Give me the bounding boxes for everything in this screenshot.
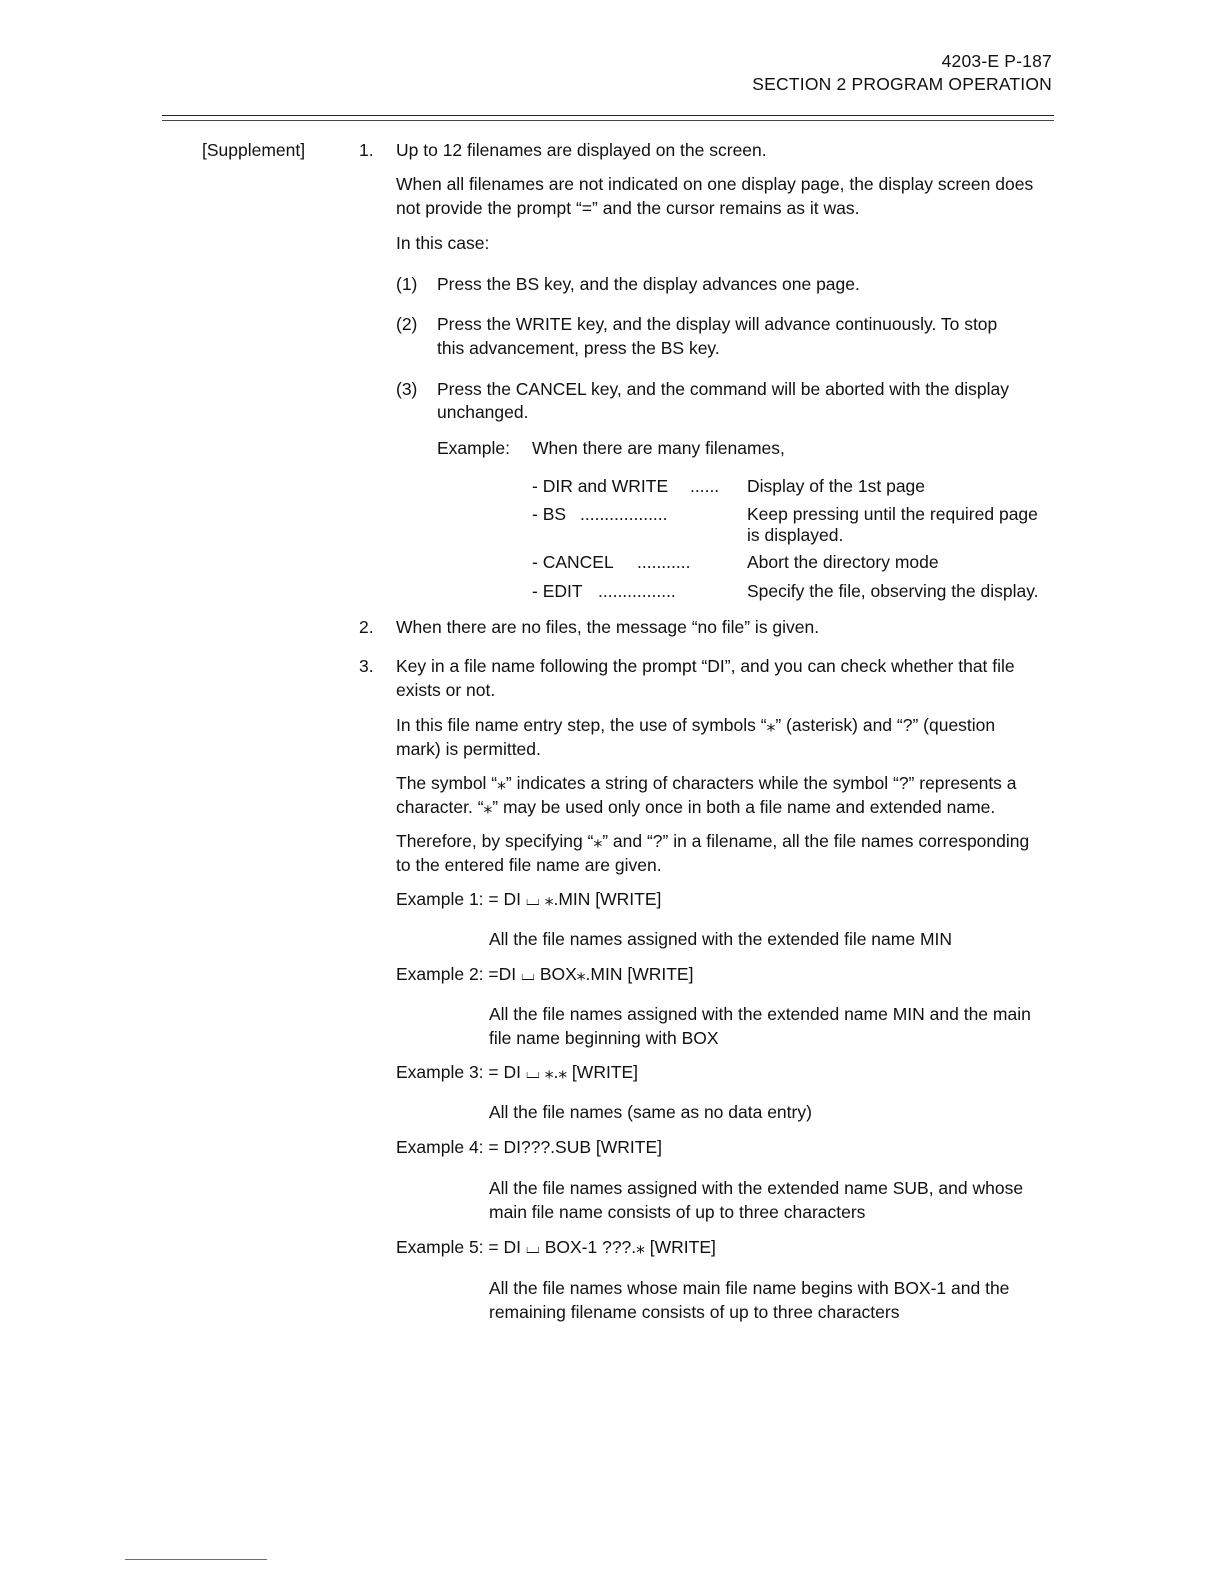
paragraph-line: In this file name entry step, the use of symbols “⁎” (asterisk) and “?” (question	[396, 715, 996, 735]
key-name: - CANCEL	[532, 552, 614, 572]
header-rule-thin	[162, 120, 1054, 121]
key-description: Keep pressing until the required page	[747, 504, 1038, 524]
example-command: Example 4: = DI???.SUB [WRITE]	[396, 1137, 662, 1157]
paragraph-line: not provide the prompt “=” and the cursor remains as it was.	[396, 198, 860, 218]
item-text: exists or not.	[396, 680, 496, 700]
sub-item-number: (3)	[396, 379, 418, 399]
example-command: Example 2: =DI ⌴ BOX⁎.MIN [WRITE]	[396, 964, 694, 984]
example-label: Example:	[437, 438, 510, 458]
key-name: - BS	[532, 504, 567, 524]
item-text: When there are no files, the message “no file” is given.	[396, 617, 820, 637]
paragraph-line: mark) is permitted.	[396, 739, 541, 759]
item-text: Up to 12 filenames are displayed on the screen.	[396, 140, 767, 160]
example-description: remaining filename consists of up to three characters	[489, 1302, 900, 1322]
example-description: All the file names assigned with the extended name MIN and the main	[489, 1004, 1031, 1024]
item-number: 1.	[359, 140, 374, 160]
sub-item-text: this advancement, press the BS key.	[437, 338, 720, 358]
example-description: All the file names whose main file name begins with BOX-1 and the	[489, 1278, 1010, 1298]
example-command: Example 5: = DI ⌴ BOX-1 ???.⁎ [WRITE]	[396, 1237, 716, 1257]
item-text: Key in a file name following the prompt “DI”, and you can check whether that file	[396, 656, 1015, 676]
sub-item-text: Press the WRITE key, and the display will advance continuously. To stop	[437, 314, 998, 334]
key-leader-dots: ................	[598, 581, 676, 601]
key-description: is displayed.	[747, 525, 844, 545]
example-description: All the file names assigned with the extended name SUB, and whose	[489, 1178, 1024, 1198]
example-text: When there are many filenames,	[532, 438, 785, 458]
paragraph-line: The symbol “⁎” indicates a string of characters while the symbol “?” represents a	[396, 773, 1017, 793]
paragraph-line: Therefore, by specifying “⁎” and “?” in a filename, all the file names corresponding	[396, 831, 1030, 851]
example-description: All the file names (same as no data entry)	[489, 1102, 812, 1122]
example-description: All the file names assigned with the extended file name MIN	[489, 929, 953, 949]
key-description: Abort the directory mode	[747, 552, 939, 572]
key-description: Specify the file, observing the display.	[747, 581, 1039, 601]
example-command: Example 1: = DI ⌴ ⁎.MIN [WRITE]	[396, 889, 662, 909]
key-name: - DIR and WRITE	[532, 476, 669, 496]
sub-item-text: Press the BS key, and the display advances one page.	[437, 274, 860, 294]
paragraph-line: to the entered file name are given.	[396, 855, 662, 875]
example-command: Example 3: = DI ⌴ ⁎.⁎ [WRITE]	[396, 1062, 639, 1082]
header-section-title: SECTION 2 PROGRAM OPERATION	[752, 74, 1052, 94]
item-number: 3.	[359, 656, 374, 676]
paragraph-line: In this case:	[396, 233, 490, 253]
sub-item-text: unchanged.	[437, 402, 529, 422]
key-description: Display of the 1st page	[747, 476, 926, 496]
sub-item-number: (2)	[396, 314, 418, 334]
item-number: 2.	[359, 617, 374, 637]
key-leader-dots: ..................	[580, 504, 668, 524]
header-rule	[162, 115, 1054, 116]
paragraph-line: character. “⁎” may be used only once in both a file name and extended name.	[396, 797, 996, 817]
sub-item-text: Press the CANCEL key, and the command will be aborted with the display	[437, 379, 1009, 399]
key-name: - EDIT	[532, 581, 583, 601]
example-description: file name beginning with BOX	[489, 1028, 719, 1048]
section-label: [Supplement]	[202, 140, 306, 160]
header-doc-page: 4203-E P-187	[941, 51, 1052, 71]
paragraph-line: When all filenames are not indicated on one display page, the display screen does	[396, 174, 1034, 194]
key-leader-dots: ......	[690, 476, 720, 496]
example-description: main file name consists of up to three characters	[489, 1202, 866, 1222]
key-leader-dots: ...........	[637, 552, 691, 572]
footer-link-underline	[125, 1559, 267, 1560]
sub-item-number: (1)	[396, 274, 418, 294]
